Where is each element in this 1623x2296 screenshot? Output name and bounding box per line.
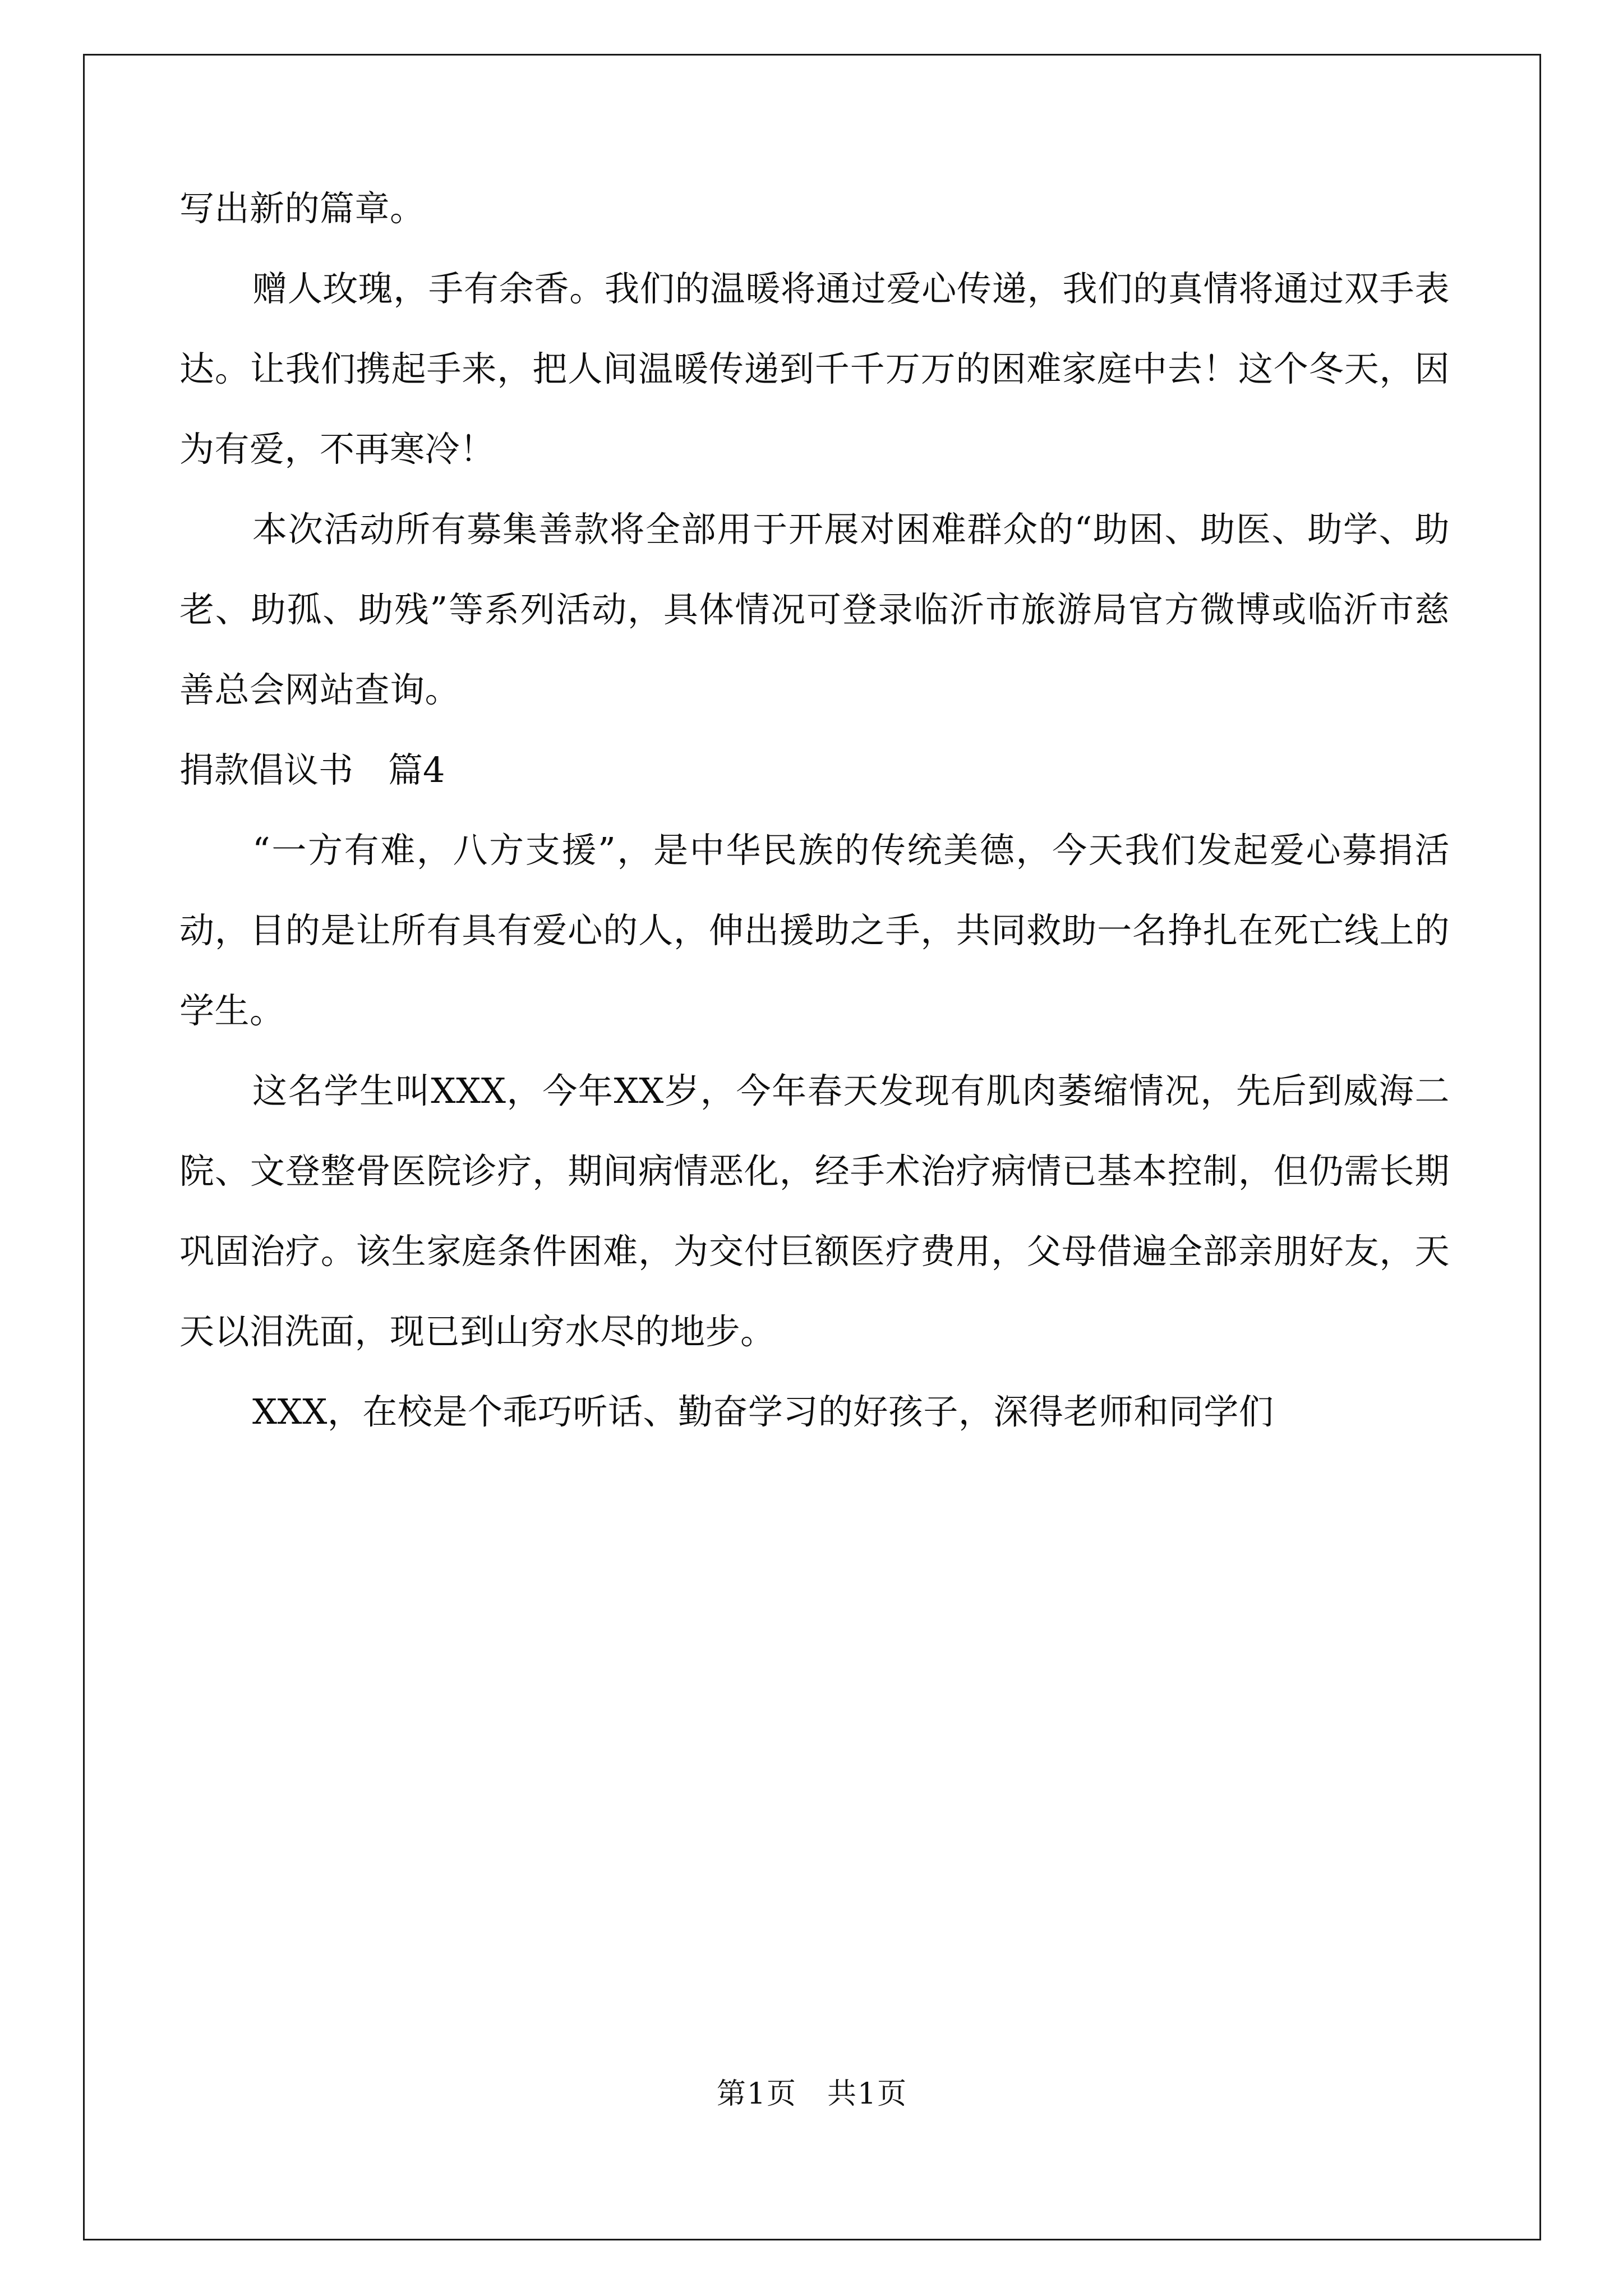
document-body — [179, 168, 1450, 1452]
page-footer: 第1页 共1页 — [716, 2077, 908, 2111]
paragraph: 这名学生叫XXX，今年XX岁，今年春天发现有肌肉萎缩情况，先后到威海二院、文登整骨医院诊疗，期间病情恶化，经手术治疗病情已基本控制，但仍需长期巩固治疗。该生家庭条件困难，为交付巨额医疗费用，父母借遍全部亲朋好友，天天以泪洗面，现已到山穷水尽的地步。 — [179, 1070, 1450, 1352]
paragraph: “一方有难，八方支援”，是中华民族的传统美德，今天我们发起爱心募捐活动，目的是让所有具有爱心的人，伸出援助之手，共同救助一名挣扎在死亡线上的学生。 — [179, 830, 1450, 1031]
paragraph: 赠人玫瑰，手有余香。我们的温暖将通过爱心传递，我们的真情将通过双手表达。让我们携起手来，把人间温暖传递到千千万万的困难家庭中去！这个冬天，因为有爱，不再寒冷！ — [179, 268, 1450, 470]
paragraph: 本次活动所有募集善款将全部用于开展对困难群众的“助困、助医、助学、助老、助孤、助残”等系列活动，具体情况可登录临沂市旅游局官方微博或临沂市慈善总会网站查询。 — [179, 509, 1450, 710]
paragraph: XXX，在校是个乖巧听话、勤奋学习的好孩子，深得老师和同学们 — [252, 1391, 1274, 1432]
section-heading: 捐款倡议书 篇4 — [179, 749, 445, 790]
paragraph-continuation: 写出新的篇章。 — [179, 188, 425, 229]
